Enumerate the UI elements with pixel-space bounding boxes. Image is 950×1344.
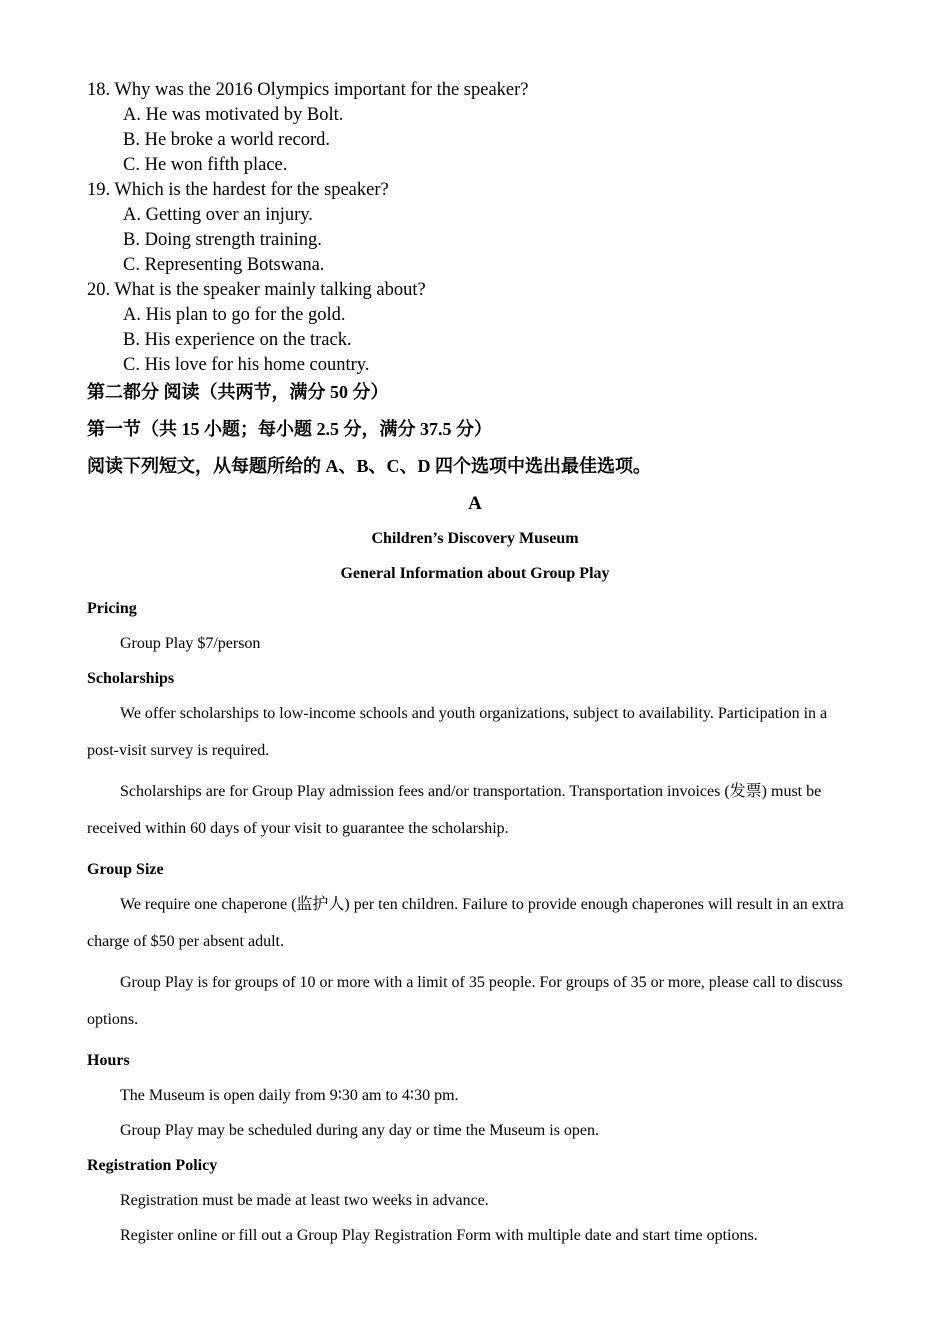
option-a: A. Getting over an injury. xyxy=(123,205,313,225)
group-size-heading: Group Size xyxy=(87,861,164,878)
group-size-paragraph-2: Group Play is for groups of 10 or more with a limit of 35 people. For groups of 35 or more, please call to discuss options. xyxy=(87,974,843,1028)
option-c: C. He won fifth place. xyxy=(123,155,288,175)
scholarships-paragraph-2: Scholarships are for Group Play admission fees and/or transportation. Transportation invoices (发票) must be received within 60 days of your visit to guarantee the scholarship. xyxy=(87,783,822,837)
question-20 xyxy=(87,278,863,378)
option-a: A. His plan to go for the gold. xyxy=(123,305,346,325)
pricing-text: Group Play $7/person xyxy=(120,635,261,652)
hours-paragraph-2: Group Play may be scheduled during any day or time the Museum is open. xyxy=(120,1122,600,1139)
part-heading: 第二都分 阅读（共两节，满分 50 分） xyxy=(87,382,389,402)
passage-subtitle: General Information about Group Play xyxy=(340,565,610,582)
registration-heading: Registration Policy xyxy=(87,1157,218,1174)
section-heading: 第一节（共 15 小题；每小题 2.5 分，满分 37.5 分） xyxy=(87,419,492,439)
scholarships-paragraph-1: We offer scholarships to low-income schools and youth organizations, subject to availability. Participation in a post-visit survey is required. xyxy=(87,705,828,759)
option-a: A. He was motivated by Bolt. xyxy=(123,105,344,125)
instruction: 阅读下列短文，从每题所给的 A、B、C、D 四个选项中选出最佳选项。 xyxy=(87,456,651,476)
hours-heading: Hours xyxy=(87,1052,130,1069)
option-b: B. His experience on the track. xyxy=(123,330,352,350)
pricing-heading: Pricing xyxy=(87,600,137,617)
question-stem: 18. Why was the 2016 Olympics important for the speaker? xyxy=(87,80,529,100)
question-stem: 19. Which is the hardest for the speaker? xyxy=(87,180,389,200)
scholarships-heading: Scholarships xyxy=(87,670,175,687)
group-size-paragraph-1: We require one chaperone (监护人) per ten children. Failure to provide enough chaperones will result in an extra charge of $50 per absent adult. xyxy=(87,896,844,950)
registration-paragraph-1: Registration must be made at least two weeks in advance. xyxy=(120,1192,489,1209)
passage-letter: A xyxy=(468,493,482,514)
document-page xyxy=(87,78,863,1248)
question-19 xyxy=(87,178,863,278)
registration-paragraph-2: Register online or fill out a Group Play Registration Form with multiple date and start time options. xyxy=(120,1227,758,1244)
option-c: C. His love for his home country. xyxy=(123,355,370,375)
passage-title: Children’s Discovery Museum xyxy=(371,530,579,547)
question-stem: 20. What is the speaker mainly talking about? xyxy=(87,280,426,300)
option-b: B. Doing strength training. xyxy=(123,230,322,250)
option-b: B. He broke a world record. xyxy=(123,130,331,150)
question-18 xyxy=(87,78,863,178)
option-c: C. Representing Botswana. xyxy=(123,255,325,275)
hours-paragraph-1: The Museum is open daily from 9∶30 am to 4∶30 pm. xyxy=(120,1087,459,1104)
